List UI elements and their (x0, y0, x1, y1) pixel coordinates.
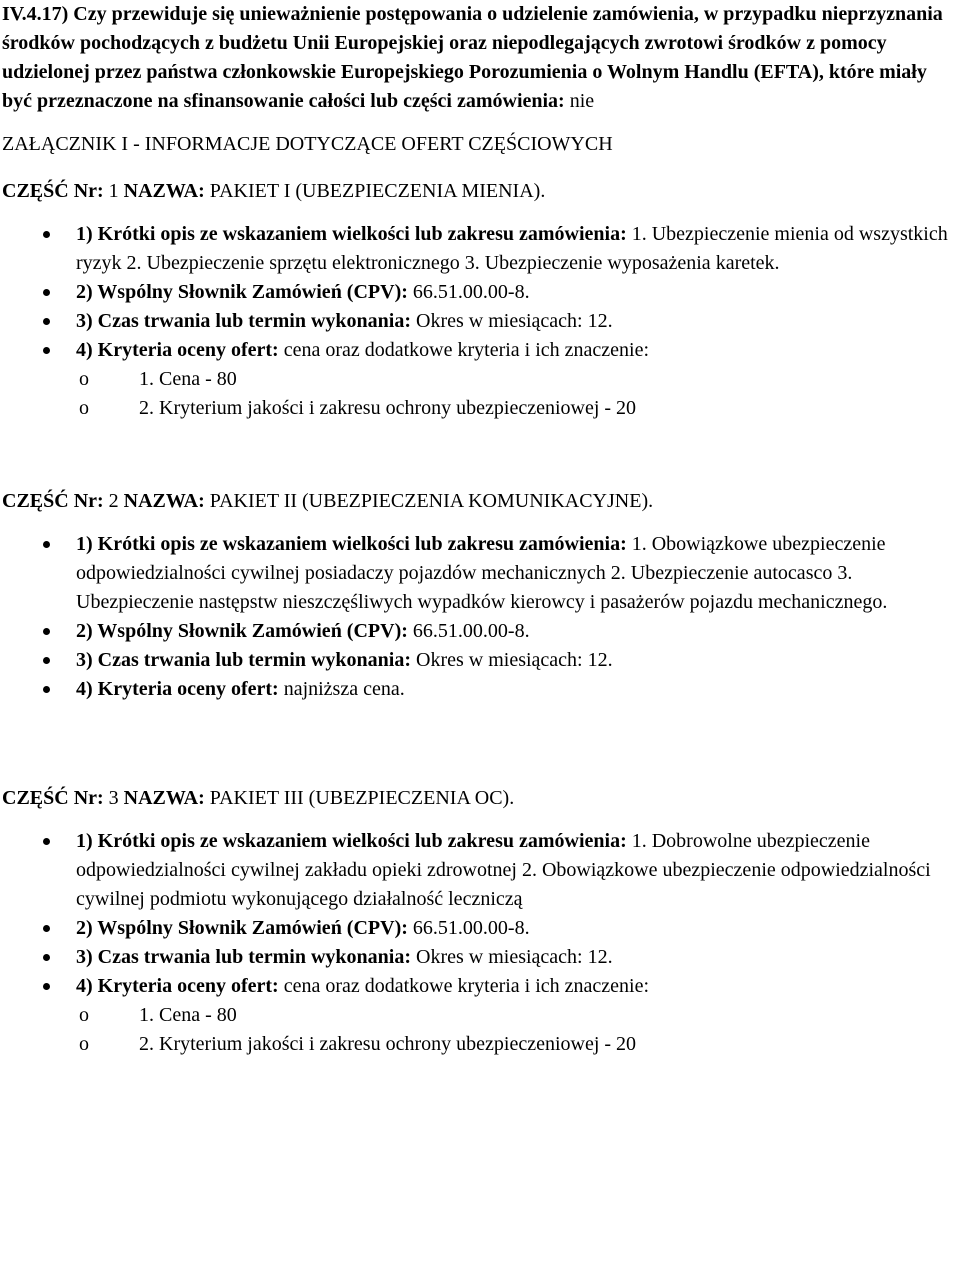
name-label: NAZWA: (123, 180, 205, 202)
list-item (2, 675, 957, 704)
list-item (2, 943, 957, 972)
desc-label: 1) Krótki opis ze wskazaniem wielkości lub zakresu zamówienia: (76, 830, 627, 852)
list-item (2, 307, 957, 336)
name-label: NAZWA: (123, 787, 205, 809)
time-label: 3) Czas trwania lub termin wykonania: (76, 946, 412, 968)
criteria-item: o 2. Kryterium jakości i zakresu ochrony ubezpieczeniowej - 20 (76, 394, 957, 423)
list-item (2, 336, 957, 423)
list-item (2, 530, 957, 617)
criteria-value: cena oraz dodatkowe kryteria i ich znaczenie: (283, 339, 650, 361)
part-name: PAKIET III (UBEZPIECZENIA OC). (209, 787, 515, 809)
desc-label: 1) Krótki opis ze wskazaniem wielkości lub zakresu zamówienia: (76, 223, 627, 245)
criteria-label: 4) Kryteria oceny ofert: (76, 339, 279, 361)
part-details-list (2, 530, 957, 704)
part-name: PAKIET II (UBEZPIECZENIA KOMUNIKACYJNE). (209, 490, 654, 512)
part-section (2, 177, 957, 423)
part-section (2, 487, 957, 704)
criteria-item: o 1. Cena - 80 (76, 365, 957, 394)
part-number: 2 (108, 490, 119, 512)
intro-value: nie (569, 90, 595, 112)
criteria-label: 4) Kryteria oceny ofert: (76, 678, 279, 700)
document-page (2, 0, 957, 1059)
part-number: 3 (108, 787, 119, 809)
list-item (2, 646, 957, 675)
spacer (2, 704, 957, 784)
part-label: CZĘŚĆ Nr: (2, 180, 104, 202)
part-title (2, 784, 957, 813)
list-item (2, 914, 957, 943)
time-value: Okres w miesiącach: 12. (416, 946, 613, 968)
cpv-value: 66.51.00.00-8. (412, 620, 530, 642)
part-label: CZĘŚĆ Nr: (2, 787, 104, 809)
list-item (2, 617, 957, 646)
list-item (2, 220, 957, 278)
criteria-item: o 1. Cena - 80 (76, 1001, 957, 1030)
part-title (2, 177, 957, 206)
cpv-value: 66.51.00.00-8. (412, 917, 530, 939)
spacer (2, 423, 957, 487)
part-details-list (2, 220, 957, 423)
criteria-value: cena oraz dodatkowe kryteria i ich znaczenie: (283, 975, 650, 997)
part-section (2, 784, 957, 1059)
criteria-label: 4) Kryteria oceny ofert: (76, 975, 279, 997)
time-value: Okres w miesiącach: 12. (416, 649, 613, 671)
criteria-sublist (76, 1001, 957, 1059)
name-label: NAZWA: (123, 490, 205, 512)
cpv-label: 2) Wspólny Słownik Zamówień (CPV): (76, 917, 408, 939)
cpv-value: 66.51.00.00-8. (412, 281, 530, 303)
part-label: CZĘŚĆ Nr: (2, 490, 104, 512)
part-number: 1 (108, 180, 119, 202)
part-name: PAKIET I (UBEZPIECZENIA MIENIA). (209, 180, 546, 202)
intro-label: IV.4.17) Czy przewiduje się unieważnienie postępowania o udzielenie zamówienia, w przypadku nieprzyznania środków pochodzących z budżetu Unii Europejskiej oraz niepodlegających zwrotowi środków z pomocy udzielonej przez państwa członkowskie Europejskiego Porozumienia o Wolnym Handlu (EFTA), które miały być przeznaczone na sfinansowanie całości lub części zamówienia: (2, 3, 943, 112)
criteria-value: najniższa cena. (283, 678, 405, 700)
desc-value: 1. Obowiązkowe ubezpieczenie odpowiedzialności cywilnej posiadaczy pojazdów mechanicznych 2. Ubezpieczenie autocasco 3. Ubezpieczenie następstw nieszczęśliwych wypadków kierowcy i pasażerów pojazdu mechanicznego. (76, 533, 888, 613)
part-details-list (2, 827, 957, 1059)
desc-value: 1. Dobrowolne ubezpieczenie odpowiedzialności cywilnej zakładu opieki zdrowotnej 2. Obowiązkowe ubezpieczenie odpowiedzialności cywilnej podmiotu wykonującego działalność leczniczą (76, 830, 931, 910)
time-label: 3) Czas trwania lub termin wykonania: (76, 310, 412, 332)
time-label: 3) Czas trwania lub termin wykonania: (76, 649, 412, 671)
time-value: Okres w miesiącach: 12. (416, 310, 613, 332)
part-title (2, 487, 957, 516)
list-item (2, 972, 957, 1059)
desc-label: 1) Krótki opis ze wskazaniem wielkości lub zakresu zamówienia: (76, 533, 627, 555)
cpv-label: 2) Wspólny Słownik Zamówień (CPV): (76, 281, 408, 303)
intro-paragraph (2, 0, 957, 116)
desc-value: 1. Ubezpieczenie mienia od wszystkich ryzyk 2. Ubezpieczenie sprzętu elektronicznego 3. Ubezpieczenie wyposażenia karetek. (76, 223, 948, 274)
criteria-item: o 2. Kryterium jakości i zakresu ochrony ubezpieczeniowej - 20 (76, 1030, 957, 1059)
list-item (2, 278, 957, 307)
list-item (2, 827, 957, 914)
cpv-label: 2) Wspólny Słownik Zamówień (CPV): (76, 620, 408, 642)
annex-title: ZAŁĄCZNIK I - INFORMACJE DOTYCZĄCE OFERT CZĘŚCIOWYCH (2, 133, 613, 155)
criteria-sublist (76, 365, 957, 423)
